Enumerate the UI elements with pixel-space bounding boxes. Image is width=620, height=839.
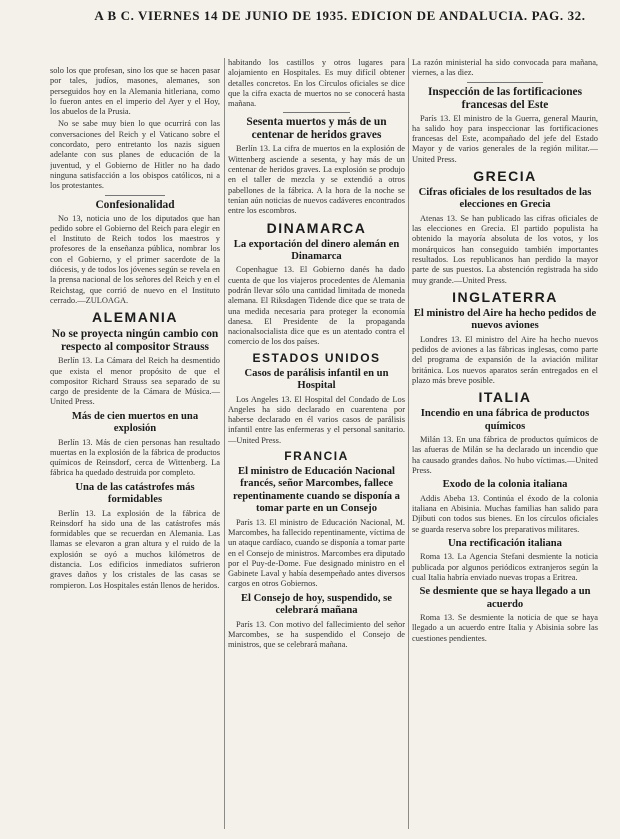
article-text: No 13, noticia uno de los diputados que han pedido sobre el Gobierno del Reich para elegir en el Instituto de Reich todos los maestros y profesores de la enseñanza pública, nombrar los con el Gobierno, y el primer sacerdote de la diócesis, y de todos los jóvenes según se revela en la prensa nacional de los señores del Reich y en el Reichstag, que corrió de nuevo en el Instituto cerrado.—ZULOAGA.: [50, 213, 220, 305]
headline: El ministro de Educación Nacional francés, señor Marcombes, fallece repentinamente cuando se disponía a tomar parte en un Consejo: [233, 466, 400, 515]
article-text: Copenhague 13. El Gobierno danés ha dado cuenta de que los viajeros procedentes de Alemania podrán llevar sólo una cantidad limitada de moneda alemana. El Riksdagen Tidende dice que se trata de una medida necesaria para proteger la economía danesa. El Presidente de la propaganda nacionalsocialista dice que es un atentado contra el comercio de los dos países.: [228, 265, 405, 347]
column-rule: [224, 58, 225, 829]
article-text: Roma 13. Se desmiente la noticia de que se haya llegado a un acuerdo entre Italia y Abisinia sobre las cuestiones pendientes.: [412, 612, 598, 643]
article-text: París 13. El ministro de Educación Nacional, M. Marcombes, ha fallecido repentinamente, víctima de un ataque cardíaco, cuando se disponía a tomar parte en el Consejo de ministros. Marcombes era diputado por el Puy-de-Dome. Fue designado ministro en el Gabinete Laval y había desempeñado antes diversos cargos en otros Gobiernos.: [228, 517, 405, 589]
section-title: INGLATERRA: [452, 288, 558, 305]
divider: [467, 82, 543, 83]
article-text: Londres 13. El ministro del Aire ha hecho nuevos pedidos de aviones a las fábricas inglesas, como parte del programa de expansión de la aviación militar británica. Los nuevos aparatos serán entregados en el plazo más breve posible.: [412, 334, 598, 385]
headline: Cifras oficiales de los resultados de las elecciones en Grecia: [418, 187, 592, 211]
headline: El ministro del Aire ha hecho pedidos de nuevos aviones: [413, 307, 597, 332]
headline: Exodo de la colonia italiana: [442, 479, 568, 491]
headline: Se desmiente que se haya llegado a un acuerdo: [419, 586, 591, 610]
section-title: DINAMARCA: [266, 219, 367, 236]
headline: No se proyecta ningún cambio con respecto al compositor Strauss: [51, 328, 219, 354]
headline: El Consejo de hoy, suspendido, se celebrará mañana: [240, 592, 392, 617]
article-text: París 13. El ministro de la Guerra, general Maurin, ha salido hoy para inspeccionar las fortificaciones francesas del Este, acompañado del jefe del Estado Mayor y de varios generales de la región militar.—United Press.: [412, 113, 598, 164]
article-text: Los Angeles 13. El Hospital del Condado de Los Angeles ha sido declarado en cuarentena por haberse declarado en él varios casos de parálisis infantil entre las enfermeras y el personal sanitario.—United Press.: [228, 394, 405, 445]
article-text: Addis Abeba 13. Continúa el éxodo de la colonia italiana en Abisinia. Muchas familias han salido para Djibuti con todos sus bienes. En los círculos oficiales se guarda reserva sobre los preparativos militares.: [412, 493, 598, 534]
headline: La exportación del dinero alemán en Dinamarca: [233, 238, 400, 262]
headline: Más de cien muertos en una explosión: [71, 410, 199, 435]
headline: Sesenta muertos y más de un centenar de heridos graves: [246, 116, 387, 142]
running-head: A B C. VIERNES 14 DE JUNIO DE 1935. EDICION DE ANDALUCIA. PAG. 32.: [94, 8, 586, 23]
headline: Una de las catástrofes más formidables: [75, 481, 195, 506]
article-text: Berlín 13. La Cámara del Reich ha desmentido que exista el menor propósito de que el compositor Richard Strauss sea separado de su cargo de presidente de la Cámara de Música.—United Press.: [50, 356, 220, 407]
column-rule: [408, 58, 409, 829]
headline: Incendio en una fábrica de productos químicos: [420, 408, 590, 432]
article-text: París 13. Con motivo del fallecimiento del señor Marcombes, se ha suspendido el Consejo de ministros, que se celebrará mañana.: [228, 619, 405, 650]
section-title: ESTADOS UNIDOS: [252, 350, 381, 365]
divider: [105, 195, 165, 196]
section-heading: Confesionalidad: [95, 198, 175, 211]
column-3: [412, 58, 598, 833]
section-title: ITALIA: [478, 389, 532, 406]
article-text: No se sabe muy bien lo que ocurrirá con las conversaciones del Reich y el Vaticano sobre el concordato, pero entretanto los nazis siguen adelante con sus planes de educación de la juventud, y el Gobierno de Hitler no ha dado ninguna satisfacción a los obispos católicos, ni a los protestantes.: [50, 119, 220, 191]
divider: [283, 112, 350, 113]
article-text: Milán 13. En una fábrica de productos químicos de las afueras de Milán se ha declarado un incendio que ha causado grandes daños. No hubo víctimas.—United Press.: [412, 435, 598, 475]
article-text: Roma 13. La Agencia Stefani desmiente la noticia publicada por algunos periódicos extranjeros según la cual Italia habría enviado nuevas tropas a Eritrea.: [412, 552, 598, 582]
headline: Casos de parálisis infantil en un Hospital: [244, 367, 389, 392]
headline: Inspección de las fortificaciones francesas del Este: [427, 85, 583, 111]
article-text: habitando los castillos y otros lugares para alojamiento en Hospitales. Es muy difícil obtener detalles concretos. En los Círculos oficiales se dice que la cifra exacta de muertos no se conocerá hasta mañana.: [228, 58, 405, 109]
article-text: Berlín 13. La cifra de muertos en la explosión de Wittenberg asciende a sesenta, y hay más de un centenar de heridos graves. La explosión se produjo en el taller de mezcla y se extendió a otros pabellones de la fábrica. A la hora de la noche se tenían aún noticias de nuevos cadáveres encontrados entre los escombros.: [228, 144, 405, 216]
article-text: Berlín 13. La explosión de la fábrica de Reinsdorf ha sido una de las catástrofes más formidables que se recuerdan en Alemania. Las llamas se elevaron a gran altura y el ruido de la explosión se oyó a muchos kilómetros de distancia. Los edificios inmediatos sufrieron graves daños y los cristales de las casas se rompieron. Los Hospitales están llenos de heridos.: [50, 508, 220, 590]
section-title: ALEMANIA: [92, 309, 178, 326]
article-text: Atenas 13. Se han publicado las cifras oficiales de las elecciones en Grecia. El partido populista ha obtenido la mayoría absoluta de los votos, y los monárquicos han conseguido también importantes resultados. Los republicanos han perdido la mayor parte de sus puestos. La abstención registrada ha sido muy grande.—United Press.: [412, 213, 598, 285]
article-text: Berlín 13. Más de cien personas han resultado muertas en la explosión de la fábrica de productos químicos de Reinsdorf, cerca de Wittenberg. La fábrica ha quedado destruida por completo.: [50, 437, 220, 478]
section-title: GRECIA: [473, 168, 537, 185]
section-title: FRANCIA: [284, 449, 349, 464]
headline: Una rectificación italiana: [448, 537, 562, 549]
article-text: La razón ministerial ha sido convocada para mañana, viernes, a las diez.: [412, 58, 598, 78]
column-1: [50, 66, 220, 833]
column-2: [228, 58, 405, 833]
article-text: solo los que profesan, sino los que se hacen pasar por tales, judíos, masones, alemanes, son perseguidos hoy en la Alemania hitleriana, como lo fueron antes en el imperio del Ayer y el Hoy, los abuelos de la Prusia.: [50, 66, 220, 117]
